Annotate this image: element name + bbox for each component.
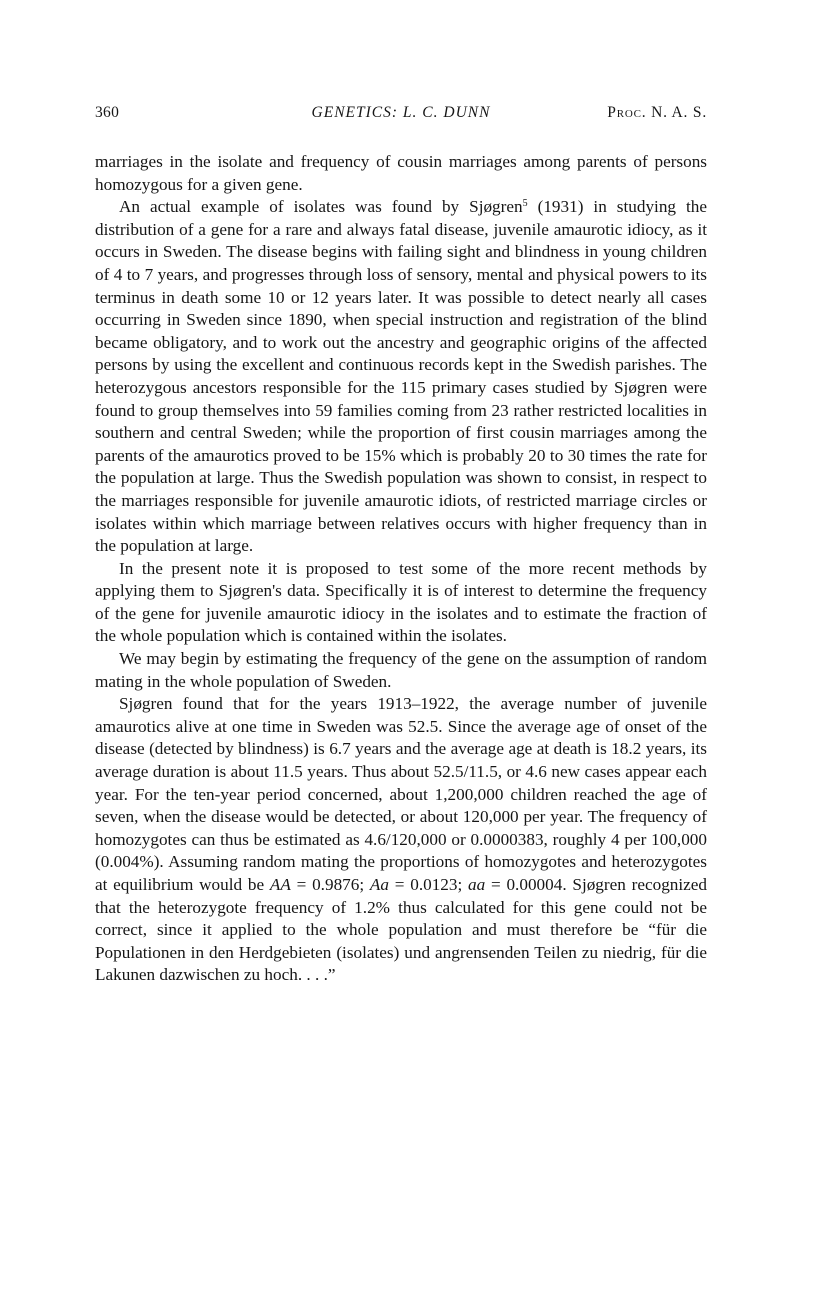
paragraph-continued: marriages in the isolate and frequency of cousin marriages among parents of persons homozygous for a given gene. [95, 152, 707, 194]
journal-name: Proc. N. A. S. [607, 104, 707, 121]
paragraph-text: An actual example of isolates was found by Sjøgren [119, 197, 523, 217]
genotype-aa: aa [468, 875, 486, 894]
paragraph-text: = 0.00004. Sjøgren recognized that the heterozygote frequency of 1.2% thus calculated for this gene could not be correct, since it applied to the whole population and must therefore be “für die Populationen in den Herdgebieten (isolates) und angrensenden Teilen zu niedrig, für die Lakunen dazwischen zu hoch. . . .” [95, 875, 708, 985]
paragraph-text: Sjøgren found that for the years 1913–1922, the average number of juvenile amaurotics alive at one time in Sweden was 52.5. Since the average age of onset of the disease (detected by blindness) is 6.7 years and the average age at death is 18.2 years, its average duration is about 11.5 years. Thus about 52.5/11.5, or 4.6 new cases appear each year. For the ten-year period concerned, about 1,200,000 children reached the age of seven, when the disease would be detected, or about 120,000 per year. The frequency of homozygotes can thus be estimated as 4.6/120,000 or 0.0000383, roughly 4 per 100,000 (0.004%). Assuming random mating the proportions of homozygotes and heterozygotes at equilibrium would be [95, 694, 707, 894]
article-body [95, 151, 707, 987]
running-head [95, 104, 707, 126]
paragraph-text: (1931) in studying the distribution of a gene for a rare and always fatal disease, juvenile amaurotic idiocy, as it occurs in Sweden. The disease begins with failing sight and blindness in young children of 4 to 7 years, and progresses through loss of sensory, mental and physical powers to its terminus in death some 10 or 12 years later. It was possible to detect nearly all cases occurring in Sweden since 1890, when special instruction and registration of the blind became obligatory, and to work out the ancestry and geographic origins of the affected persons by using the excellent and continuous records kept in the Swedish parishes. The heterozygous ancestors responsible for the 115 primary cases studied by Sjøgren were found to group themselves into 59 families coming from 23 rather restricted localities in southern and central Sweden; while the proportion of first cousin marriages among the parents of the amaurotics proved to be 15% which is probably 20 to 30 times the rate for the population at large. Thus the Swedish population was shown to consist, in respect to the marriages responsible for juvenile amaurotic idiots, of restricted marriage circles or isolates within which marriage between relatives occurs with higher frequency than in the population at large. [95, 197, 708, 556]
paragraph-sjogren-example [95, 196, 707, 558]
paragraph-estimation: We may begin by estimating the frequency of the gene on the assumption of random mating in the whole population of Sweden. [95, 649, 707, 691]
paragraph-present-note: In the present note it is proposed to test some of the more recent methods by applying them to Sjøgren's data. Specifically it is of interest to determine the frequency of the gene for juvenile amaurotic idiocy in the isolates and to estimate the fraction of the whole population which is contained within the isolates. [95, 558, 707, 646]
paragraph-text: = 0.0123; [389, 875, 469, 894]
paragraph-frequency-calculation [95, 693, 707, 987]
genotype-AA: AA [269, 875, 291, 894]
page-number: 360 [95, 104, 120, 121]
journal-page [95, 104, 707, 987]
footnote-reference: 5 [522, 198, 528, 210]
genotype-Aa: Aa [369, 875, 389, 894]
paragraph-text: = 0.9876; [290, 875, 370, 894]
running-title: GENETICS: L. C. DUNN [311, 104, 491, 121]
